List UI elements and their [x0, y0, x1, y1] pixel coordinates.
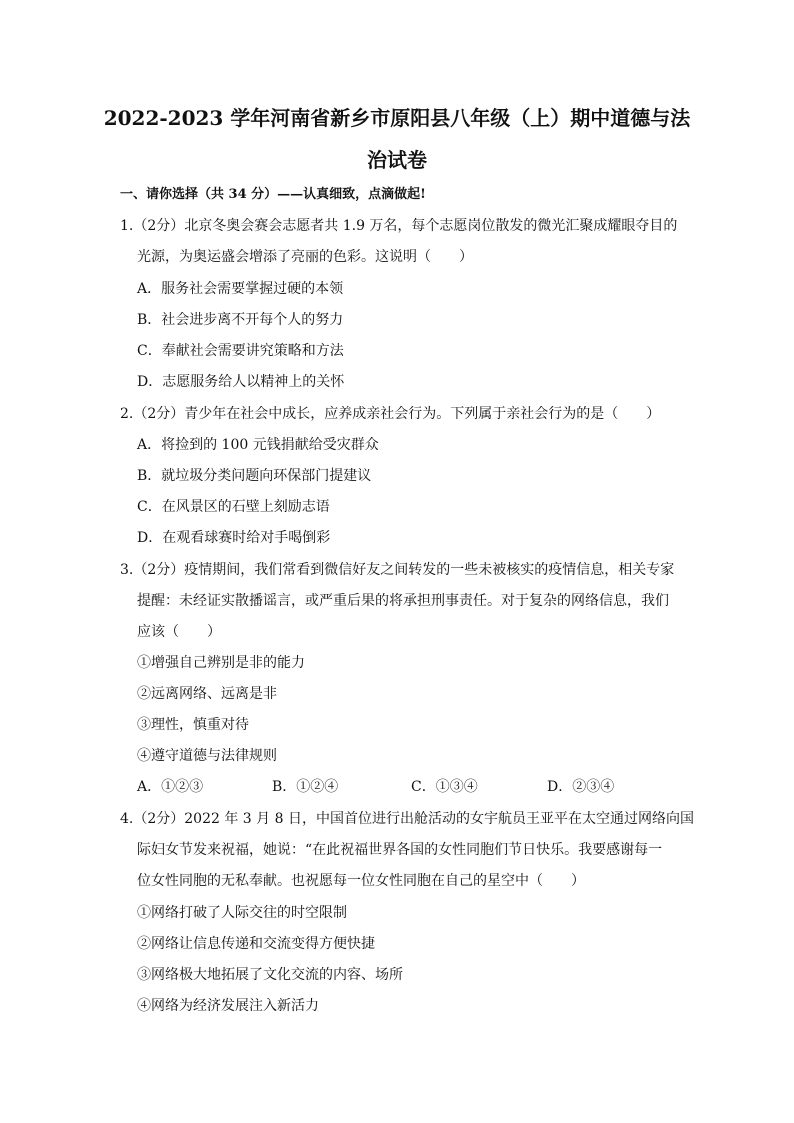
question-4-stem-line-2: 际妇女节发来祝福，她说：“在此祝福世界各国的女性同胞们节日快乐。我要感谢每一 [137, 842, 663, 858]
question-1-option-b: B．社会进步离不开每个人的努力 [137, 312, 344, 328]
question-3-item-2: ②远离网络、远离是非 [137, 686, 277, 702]
question-2-option-d: D．在观看球赛时给对手喝倒彩 [137, 530, 331, 546]
question-4-item-1: ①网络打破了人际交往的时空限制 [137, 905, 347, 921]
question-3-option-b: B．①②④ [272, 779, 339, 795]
question-1-option-d: D．志愿服务给人以精神上的关怀 [137, 374, 345, 390]
question-2-option-a: A．将捡到的 100 元钱捐献给受灾群众 [137, 437, 379, 453]
question-4-stem-line-3: 位女性同胞的无私奉献。也祝愿每一位女性同胞在自己的星空中（ ） [137, 873, 585, 889]
question-2-option-c: C．在风景区的石壁上刻励志语 [137, 499, 330, 515]
question-3-item-3: ③理性，慎重对待 [137, 717, 249, 733]
question-1-stem-line-1: 1.（2分）北京冬奥会赛会志愿者共 1.9 万名，每个志愿岗位散发的微光汇聚成耀眼夺目的 [120, 218, 678, 234]
question-2-stem-line-1: 2.（2分）青少年在社会中成长，应养成亲社会行为。下列属于亲社会行为的是（ ） [120, 406, 661, 422]
exam-title-line-1: 2022-2023 学年河南省新乡市原阳县八年级（上）期中道德与法 [103, 106, 691, 130]
question-1-option-a: A．服务社会需要掌握过硬的本领 [137, 281, 344, 297]
question-3-option-c: C．①③④ [411, 779, 478, 795]
question-1-stem-line-2: 光源，为奥运盛会增添了亮丽的色彩。这说明（ ） [137, 249, 473, 265]
question-4-item-2: ②网络让信息传递和交流变得方便快捷 [137, 936, 375, 952]
question-3-stem-line-3: 应该（ ） [137, 624, 221, 640]
question-3-option-a: A．①②③ [137, 779, 204, 795]
question-4-item-4: ④网络为经济发展注入新活力 [137, 998, 319, 1014]
exam-title-line-2: 治试卷 [367, 148, 427, 172]
question-3-stem-line-2: 提醒：未经证实散播谣言，或严重后果的将承担刑事责任。对于复杂的网络信息，我们 [137, 593, 669, 609]
question-4-stem-line-1: 4.（2分）2022 年 3 月 8 日，中国首位进行出舱活动的女宇航员王亚平在太空通过网络向国 [120, 811, 694, 827]
question-3-option-d: D．②③④ [547, 779, 615, 795]
question-3-item-1: ①增强自己辨别是非的能力 [137, 655, 305, 671]
section-heading: 一、请你选择（共 34 分）——认真细致，点滴做起! [120, 187, 426, 202]
question-3-stem-line-1: 3.（2分）疫情期间，我们常看到微信好友之间转发的一些未被核实的疫情信息，相关专家 [120, 562, 675, 578]
question-4-item-3: ③网络极大地拓展了文化交流的内容、场所 [137, 967, 403, 983]
question-2-option-b: B．就垃圾分类问题向环保部门提建议 [137, 468, 372, 484]
question-3-item-4: ④遵守道德与法律规则 [137, 748, 277, 764]
question-1-option-c: C．奉献社会需要讲究策略和方法 [137, 343, 344, 359]
question-3-options-row [137, 778, 677, 796]
